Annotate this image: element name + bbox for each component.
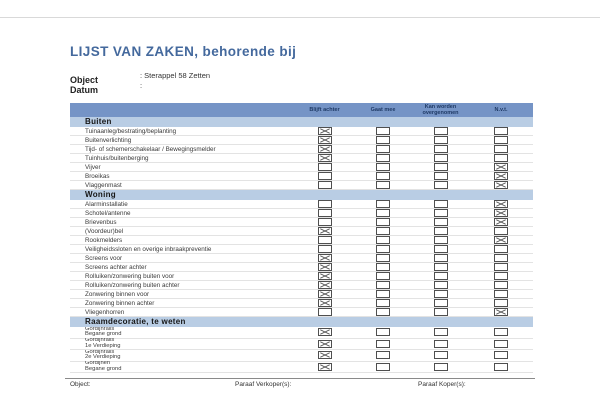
checkbox-checked xyxy=(318,328,332,336)
table-row xyxy=(70,136,533,145)
checkbox xyxy=(434,299,448,307)
checkbox-cell xyxy=(469,254,533,262)
checkbox-cell xyxy=(295,181,354,189)
table-row xyxy=(70,263,533,272)
checkbox-cell xyxy=(469,172,533,180)
checkbox-cell xyxy=(295,227,354,235)
checkbox-cell xyxy=(412,290,469,298)
checkbox xyxy=(376,172,390,180)
checkbox-cell xyxy=(295,245,354,253)
checkbox xyxy=(376,181,390,189)
checkbox xyxy=(376,351,390,359)
checkbox xyxy=(494,351,508,359)
checkbox-checked xyxy=(318,351,332,359)
checkbox-cell xyxy=(295,127,354,135)
checkbox xyxy=(318,172,332,180)
checkbox xyxy=(376,209,390,217)
checkbox-cell xyxy=(354,245,412,253)
checkbox-cell xyxy=(469,339,533,350)
checkbox xyxy=(376,154,390,162)
checkbox xyxy=(434,200,448,208)
row-label-line2: 2e Verdieping xyxy=(85,354,121,361)
checkbox-cell xyxy=(469,272,533,280)
checkbox-checked xyxy=(318,263,332,271)
checkbox-cell xyxy=(354,362,412,373)
footer-paraaf-koper: Paraaf Koper(s): xyxy=(418,381,466,388)
checkbox-cell xyxy=(412,254,469,262)
checkbox xyxy=(376,299,390,307)
checkbox xyxy=(376,281,390,289)
checkbox xyxy=(434,181,448,189)
row-label-line1: Gordijnrails xyxy=(85,338,115,344)
checkbox-cell xyxy=(295,154,354,162)
table-row xyxy=(70,227,533,236)
checkbox-cell xyxy=(469,245,533,253)
checkbox-cell xyxy=(412,181,469,189)
checkbox-cell xyxy=(354,281,412,289)
document-meta xyxy=(70,70,211,95)
checkbox xyxy=(434,154,448,162)
checkbox-checked xyxy=(318,299,332,307)
table-row xyxy=(70,362,533,374)
checkbox xyxy=(376,127,390,135)
checkbox xyxy=(494,245,508,253)
object-row xyxy=(70,70,211,85)
row-label: Rolluiken/zonwering buiten achter xyxy=(85,281,180,289)
checkbox-checked xyxy=(318,290,332,298)
table-row xyxy=(70,299,533,308)
checkbox-checked xyxy=(494,181,508,189)
checkbox-cell xyxy=(295,218,354,226)
table-row xyxy=(70,308,533,317)
row-label: Schotel/antenne xyxy=(85,209,131,217)
checkbox xyxy=(434,328,448,336)
checkbox-cell xyxy=(354,200,412,208)
table-row xyxy=(70,350,533,362)
checkbox-cell xyxy=(412,136,469,144)
checkbox-cell xyxy=(295,339,354,350)
table-row xyxy=(70,290,533,299)
checkbox-cell xyxy=(295,136,354,144)
checkbox xyxy=(434,127,448,135)
table-row xyxy=(70,245,533,254)
object-label: Object xyxy=(70,75,99,85)
checkbox xyxy=(376,272,390,280)
checkbox xyxy=(376,218,390,226)
checkbox xyxy=(494,145,508,153)
checkbox-cell xyxy=(469,145,533,153)
checkbox xyxy=(494,254,508,262)
checkbox xyxy=(376,363,390,371)
checkbox-cell xyxy=(354,263,412,271)
checkbox xyxy=(434,272,448,280)
table-row xyxy=(70,181,533,190)
row-label: Veiligheidssloten en overige inbraakpreventie xyxy=(85,245,212,253)
checkbox-cell xyxy=(295,327,354,338)
checkbox-cell xyxy=(354,308,412,316)
table-row xyxy=(70,127,533,136)
checkbox-cell xyxy=(295,263,354,271)
row-label-line2: Begane grond xyxy=(85,331,122,338)
row-label xyxy=(70,350,295,361)
checkbox-cell xyxy=(354,327,412,338)
row-label: Tuinaanleg/bestrating/beplanting xyxy=(85,127,177,135)
checkbox-checked xyxy=(318,145,332,153)
checkbox-cell xyxy=(412,209,469,217)
footer-object-label: Object: xyxy=(70,381,91,388)
checkbox-cell xyxy=(354,339,412,350)
row-label: Rookmelders xyxy=(85,236,123,244)
row-label: Zonwering binnen achter xyxy=(85,299,155,307)
section-header: Woning xyxy=(70,190,533,200)
checkbox-checked xyxy=(318,272,332,280)
checkbox-cell xyxy=(295,350,354,361)
checkbox xyxy=(434,227,448,235)
table-row xyxy=(70,254,533,263)
checkbox-checked xyxy=(318,227,332,235)
checkbox-cell xyxy=(295,172,354,180)
row-label: Rolluiken/zonwering buiten voor xyxy=(85,272,175,280)
checkbox-cell xyxy=(469,350,533,361)
checkbox xyxy=(434,145,448,153)
checkbox xyxy=(434,263,448,271)
checkbox-cell xyxy=(354,145,412,153)
checkbox-cell xyxy=(412,227,469,235)
checkbox xyxy=(434,236,448,244)
checkbox-cell xyxy=(354,136,412,144)
checkbox-cell xyxy=(412,308,469,316)
checkbox-cell xyxy=(354,163,412,171)
checkbox-cell xyxy=(469,299,533,307)
checkbox-cell xyxy=(295,362,354,373)
checkbox-checked xyxy=(318,136,332,144)
checkbox xyxy=(434,209,448,217)
row-label-line2: Begane grond xyxy=(85,365,122,372)
checkbox xyxy=(318,218,332,226)
row-label-line1: Gordijnrails xyxy=(85,349,115,355)
checkbox-cell xyxy=(354,209,412,217)
checkbox xyxy=(434,340,448,348)
row-label: Broeikas xyxy=(85,172,110,180)
checkbox xyxy=(318,200,332,208)
checkbox xyxy=(318,308,332,316)
checkbox-cell xyxy=(469,290,533,298)
checkbox-cell xyxy=(469,218,533,226)
checkbox-cell xyxy=(412,200,469,208)
checkbox-cell xyxy=(469,308,533,316)
checkbox-cell xyxy=(295,254,354,262)
checkbox-cell xyxy=(469,163,533,171)
checkbox xyxy=(494,290,508,298)
page-title: LIJST VAN ZAKEN, behorende bij xyxy=(70,44,297,59)
table-row xyxy=(70,163,533,172)
row-label xyxy=(70,327,295,338)
checkbox-cell xyxy=(295,209,354,217)
checkbox-cell xyxy=(354,290,412,298)
checkbox-cell xyxy=(469,362,533,373)
page-top-edge xyxy=(0,17,600,18)
checkbox-cell xyxy=(354,172,412,180)
row-label-line1: Gordijnrails xyxy=(85,326,115,332)
checkbox-cell xyxy=(469,200,533,208)
row-label xyxy=(70,338,295,349)
checkbox xyxy=(376,236,390,244)
checkbox-cell xyxy=(412,127,469,135)
checkbox-cell xyxy=(354,227,412,235)
checkbox-cell xyxy=(412,145,469,153)
checkbox xyxy=(376,263,390,271)
table-row xyxy=(70,218,533,227)
checkbox xyxy=(376,136,390,144)
section-header: Buiten xyxy=(70,117,533,127)
checkbox-cell xyxy=(412,263,469,271)
checkbox-checked xyxy=(318,154,332,162)
checkbox xyxy=(434,245,448,253)
checklist-table xyxy=(70,103,533,373)
table-body xyxy=(70,117,533,373)
checkbox-cell xyxy=(412,339,469,350)
checkbox-cell xyxy=(295,145,354,153)
checkbox-cell xyxy=(412,245,469,253)
checkbox-cell xyxy=(412,154,469,162)
checkbox xyxy=(494,154,508,162)
checkbox-cell xyxy=(295,299,354,307)
table-header xyxy=(70,103,533,117)
table-row xyxy=(70,272,533,281)
checkbox xyxy=(376,340,390,348)
checkbox-cell xyxy=(412,163,469,171)
checkbox-cell xyxy=(354,127,412,135)
checkbox xyxy=(434,254,448,262)
checkbox-cell xyxy=(412,172,469,180)
checkbox-cell xyxy=(354,350,412,361)
checkbox xyxy=(434,281,448,289)
checkbox xyxy=(318,209,332,217)
table-row xyxy=(70,281,533,290)
checkbox xyxy=(434,172,448,180)
checkbox-cell xyxy=(354,236,412,244)
checkbox-cell xyxy=(295,272,354,280)
checkbox-checked xyxy=(318,281,332,289)
checkbox xyxy=(376,254,390,262)
checkbox xyxy=(434,218,448,226)
row-label-line2: 1e Verdieping xyxy=(85,342,121,349)
checkbox-cell xyxy=(469,127,533,135)
checkbox-checked xyxy=(494,172,508,180)
row-label: Vlaggenmast xyxy=(85,181,122,189)
row-label: Alarminstallatie xyxy=(85,200,128,208)
checkbox xyxy=(434,136,448,144)
checkbox xyxy=(318,236,332,244)
checkbox-cell xyxy=(354,154,412,162)
row-label xyxy=(70,361,295,372)
column-header-gaat-mee: Gaat mee xyxy=(370,107,396,113)
column-header-kan-worden-overgenomen: Kan worden overgenomen xyxy=(422,104,459,116)
row-label: Buitenverlichting xyxy=(85,136,132,144)
checkbox-cell xyxy=(354,299,412,307)
object-value: : Sterappel 58 Zetten xyxy=(140,71,211,80)
checkbox xyxy=(434,163,448,171)
checkbox xyxy=(434,290,448,298)
table-row xyxy=(70,145,533,154)
checkbox-checked xyxy=(318,254,332,262)
checkbox-cell xyxy=(469,281,533,289)
checkbox xyxy=(494,272,508,280)
checkbox xyxy=(434,308,448,316)
section-header: Raamdecoratie, te weten xyxy=(70,317,533,327)
checkbox-cell xyxy=(412,281,469,289)
table-row xyxy=(70,200,533,209)
checkbox-checked xyxy=(318,127,332,135)
checkbox xyxy=(494,328,508,336)
checkbox xyxy=(376,200,390,208)
checkbox-cell xyxy=(412,272,469,280)
checkbox xyxy=(494,281,508,289)
checkbox-cell xyxy=(469,263,533,271)
checkbox xyxy=(494,136,508,144)
checkbox-checked xyxy=(318,363,332,371)
checkbox xyxy=(376,163,390,171)
checkbox-cell xyxy=(412,236,469,244)
checkbox-cell xyxy=(295,308,354,316)
datum-value: : xyxy=(140,81,143,90)
checkbox-cell xyxy=(469,327,533,338)
checkbox xyxy=(494,299,508,307)
table-row xyxy=(70,154,533,163)
checkbox-cell xyxy=(412,362,469,373)
checkbox xyxy=(376,245,390,253)
checkbox xyxy=(318,163,332,171)
checkbox-cell xyxy=(412,327,469,338)
checkbox xyxy=(376,290,390,298)
footer-divider xyxy=(65,378,535,379)
row-label: Vijver xyxy=(85,163,101,171)
checkbox xyxy=(494,227,508,235)
checkbox-cell xyxy=(354,254,412,262)
checkbox xyxy=(434,363,448,371)
checkbox-cell xyxy=(354,181,412,189)
checkbox xyxy=(494,340,508,348)
checkbox-cell xyxy=(469,236,533,244)
checkbox-cell xyxy=(354,218,412,226)
checkbox-checked xyxy=(494,163,508,171)
checkbox-cell xyxy=(412,350,469,361)
checkbox-cell xyxy=(412,299,469,307)
checkbox-cell xyxy=(469,136,533,144)
table-row xyxy=(70,209,533,218)
table-row xyxy=(70,236,533,245)
checkbox-cell xyxy=(469,181,533,189)
row-label: (Voordeur)bel xyxy=(85,227,124,235)
datum-label: Datum xyxy=(70,85,99,95)
footer-paraaf-verkoper: Paraaf Verkoper(s): xyxy=(235,381,292,388)
checkbox xyxy=(494,263,508,271)
row-label: Brievenbus xyxy=(85,218,117,226)
row-label: Zonwering binnen voor xyxy=(85,290,150,298)
checkbox xyxy=(376,308,390,316)
checkbox-cell xyxy=(295,290,354,298)
checkbox xyxy=(376,227,390,235)
checkbox xyxy=(494,127,508,135)
checkbox-cell xyxy=(469,227,533,235)
checkbox-cell xyxy=(469,209,533,217)
checkbox xyxy=(434,351,448,359)
column-header-blijft-achter: Blijft achter xyxy=(309,107,340,113)
column-header-nvt: N.v.t. xyxy=(494,107,508,113)
checkbox-cell xyxy=(354,272,412,280)
row-label: Tijd- of schemerschakelaar / Bewegingsmelder xyxy=(85,145,216,153)
row-label-line1: Gordijnen xyxy=(85,361,111,367)
checkbox-cell xyxy=(469,154,533,162)
checkbox-checked xyxy=(494,218,508,226)
row-label: Tuinhuis/buitenberging xyxy=(85,154,149,162)
checkbox-cell xyxy=(295,281,354,289)
row-label: Vliegenhorren xyxy=(85,308,125,316)
table-row xyxy=(70,327,533,339)
checkbox-checked xyxy=(494,308,508,316)
row-label: Screens achter achter xyxy=(85,263,147,271)
checkbox xyxy=(494,363,508,371)
table-row xyxy=(70,172,533,181)
checkbox-checked xyxy=(318,340,332,348)
checkbox xyxy=(318,245,332,253)
checkbox-cell xyxy=(412,218,469,226)
table-row xyxy=(70,339,533,351)
checkbox-cell xyxy=(295,200,354,208)
checkbox-checked xyxy=(494,236,508,244)
checkbox xyxy=(376,145,390,153)
checkbox-cell xyxy=(295,236,354,244)
checkbox xyxy=(376,328,390,336)
checkbox xyxy=(318,181,332,189)
row-label: Screens voor xyxy=(85,254,123,262)
checkbox-checked xyxy=(494,200,508,208)
checkbox-cell xyxy=(295,163,354,171)
checkbox-checked xyxy=(494,209,508,217)
